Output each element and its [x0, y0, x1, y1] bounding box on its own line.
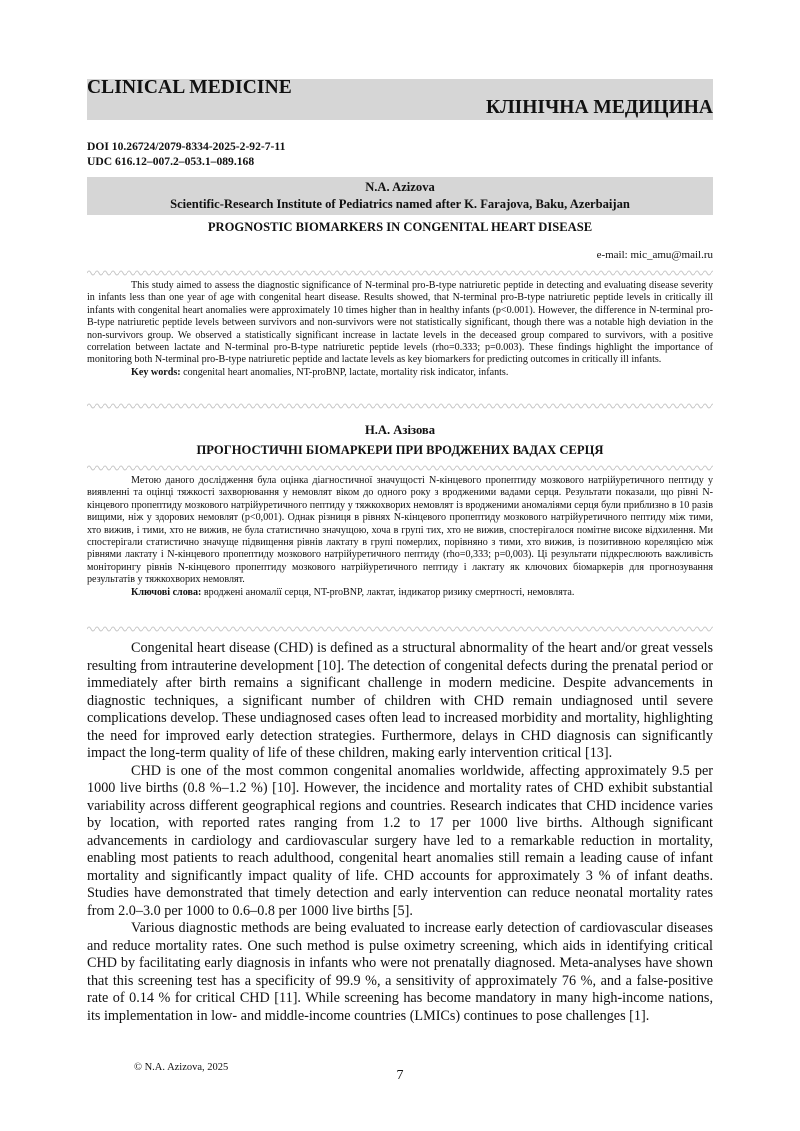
divider-wave [87, 624, 713, 632]
author-block [87, 177, 713, 215]
keywords-ua-text: вроджені аномалії серця, NT-proBNP, лактат, індикатор ризику смертності, немовлята. [203, 586, 575, 598]
body-paragraph: Various diagnostic methods are being evaluated to increase early detection of cardiovascular diseases and reduce mortality rates. One such method is pulse oximetry screening, which aids in identifying critical CHD by facilitating early diagnosis in infants who were not prenatally diagnosed. Meta-analyses have shown that this screening test has a specificity of 99.9 %, a sensitivity of approximately 76 %, and a false-positive rate of 0.14 % for critical CHD [11]. While screening has become mandatory in many high-income nations, its implementation in low- and middle-income countries (LMICs) continues to pose challenges [1]. [87, 920, 713, 1024]
divider-wave [87, 463, 713, 471]
abstract-ua-text: Метою даного дослідження була оцінка діагностичної значущості N-кінцевого пропептиду мозкового натрійуретичного пептиду у виявленні та оцінці тяжкості захворювання у немовлят віком до одного року з вродженими вадами серця. Результати показали, що рівні N-кінцевого пропептиду мозкового натрійуретичного пептиду у тяжкохворих немовлят із вродженими аномаліями серця були приблизно в 10 разів вищими, ніж у здорових немовлят (p<0,001). Однак різниця в рівнях N-кінцевого пропептиду мозкового натрійуретичного пептиду між тими, хто вижив, і тими, хто не вижив, не була статистично значущою, хоча в групі тих, хто не вижив, спостерігалося помітне високе відхилення. Ми спостерігали статистично значуще підвищення рівнів лактату в групі померлих, порівняно з тими, хто вижив, із позитивною кореляцією між рівнями лактату і N-кінцевого пропептиду мозкового натрійуретичного пептиду (rho=0,333; p=0,003). Ці результати підкреслюють важливість моніторингу рівнів N-кінцевого пропептиду мозкового натрійуретичного пептиду і лактату як ключових біомаркерів для прогнозування результатів у тяжкохворих немовлят. [87, 475, 713, 586]
article-body [87, 640, 713, 1025]
author-en: N.A. Azizova [365, 180, 435, 194]
keywords-en-label: Key words: [131, 366, 181, 378]
keywords-en-text: congenital heart anomalies, NT-proBNP, lactate, mortality risk indicator, infants. [183, 366, 509, 378]
divider-wave [87, 401, 713, 409]
abstract-en-text: This study aimed to assess the diagnostic significance of N-terminal pro-B-type natriuretic peptide in detecting and evaluating disease severity in infants less than one year of age with congenital heart disease. Results showed, that N-terminal pro-B-type natriuretic peptide levels in critically ill infants with congenital heart anomalies were approximately 10 times higher than in healthy infants (p<0.001). However, the difference in N-terminal pro-B-type natriuretic peptide levels between survivors and non-survivors were not statistically significant, though there was a notable high deviation in the non-survivors group. We observed a statistically significant increase in lactate levels in the deceased group compared to survivors, with a positive correlation between lactate and N-terminal pro-B-type natriuretic peptide levels (rho=0.333; p=0.003). These findings highlight the importance of monitoring both N-terminal pro-B-type natriuretic peptide and lactate levels as key biomarkers for predicting outcomes in critically ill infants. [87, 280, 713, 366]
keywords-ua-label: Ключові слова: [131, 586, 202, 598]
abstract-ua [87, 475, 713, 599]
affiliation-en: Scientific-Research Institute of Pediatrics named after K. Farajova, Baku, Azerbaijan [170, 197, 630, 211]
keywords-en [87, 367, 713, 379]
body-paragraph: CHD is one of the most common congenital anomalies worldwide, affecting approximately 9.5 per 1000 live births (0.8 %–1.2 %) [10]. However, the incidence and mortality rates of CHD exhibit substantial variability across different geographical regions and countries. Research indicates that CHD incidence varies by location, with reported rates ranging from 1.2 to 17 per 1000 live births. Although significant advancements in cardiology and cardiovascular surgery have led to a remarkable reduction in mortality, enabling most patients to reach adulthood, congenital heart anomalies still remain a leading cause of infant mortality and significantly impact quality of life. CHD accounts for approximately 3 % of infant deaths. Studies have demonstrated that timely detection and early intervention can reduce neonatal mortality rates from 2.0–3.0 per 1000 to 0.6–0.8 per 1000 live births [5]. [87, 762, 713, 919]
doi: DOI 10.26724/2079-8334-2025-2-92-7-11 [87, 140, 286, 153]
body-paragraph: Congenital heart disease (CHD) is defined as a structural abnormality of the heart and/or great vessels resulting from intrauterine development [10]. The detection of congenital defects during the prenatal period or immediately after birth remains a significant challenge in modern medicine. Despite advancements in diagnostic techniques, a significant number of children with CHD remain undiagnosed until severe complications develop. These undiagnosed cases often lead to increased morbidity and mortality, highlighting the need for improved early detection strategies. Furthermore, delays in CHD diagnosis can significantly impact the long-term quality of life of these children, making early intervention critical [13]. [87, 640, 713, 761]
section-title-en: CLINICAL MEDICINE [87, 77, 292, 98]
email[interactable]: e-mail: mic_amu@mail.ru [596, 249, 713, 261]
page-number: 7 [396, 1068, 404, 1083]
author-ua: Н.А. Азізова [364, 423, 436, 437]
keywords-ua [87, 587, 713, 599]
article-title-ua: ПРОГНОСТИЧНІ БІОМАРКЕРИ ПРИ ВРОДЖЕНИХ ВАДАХ СЕРЦЯ [196, 443, 604, 457]
abstract-en [87, 280, 713, 379]
section-title-ua: КЛІНІЧНА МЕДИЦИНА [485, 97, 713, 118]
doi-block [87, 139, 285, 169]
divider-wave [87, 268, 713, 276]
copyright: © N.A. Azizova, 2025 [134, 1062, 229, 1073]
udc: UDC 616.12–007.2–053.1–089.168 [87, 155, 255, 168]
article-title-en: PROGNOSTIC BIOMARKERS IN CONGENITAL HEART DISEASE [207, 220, 593, 234]
